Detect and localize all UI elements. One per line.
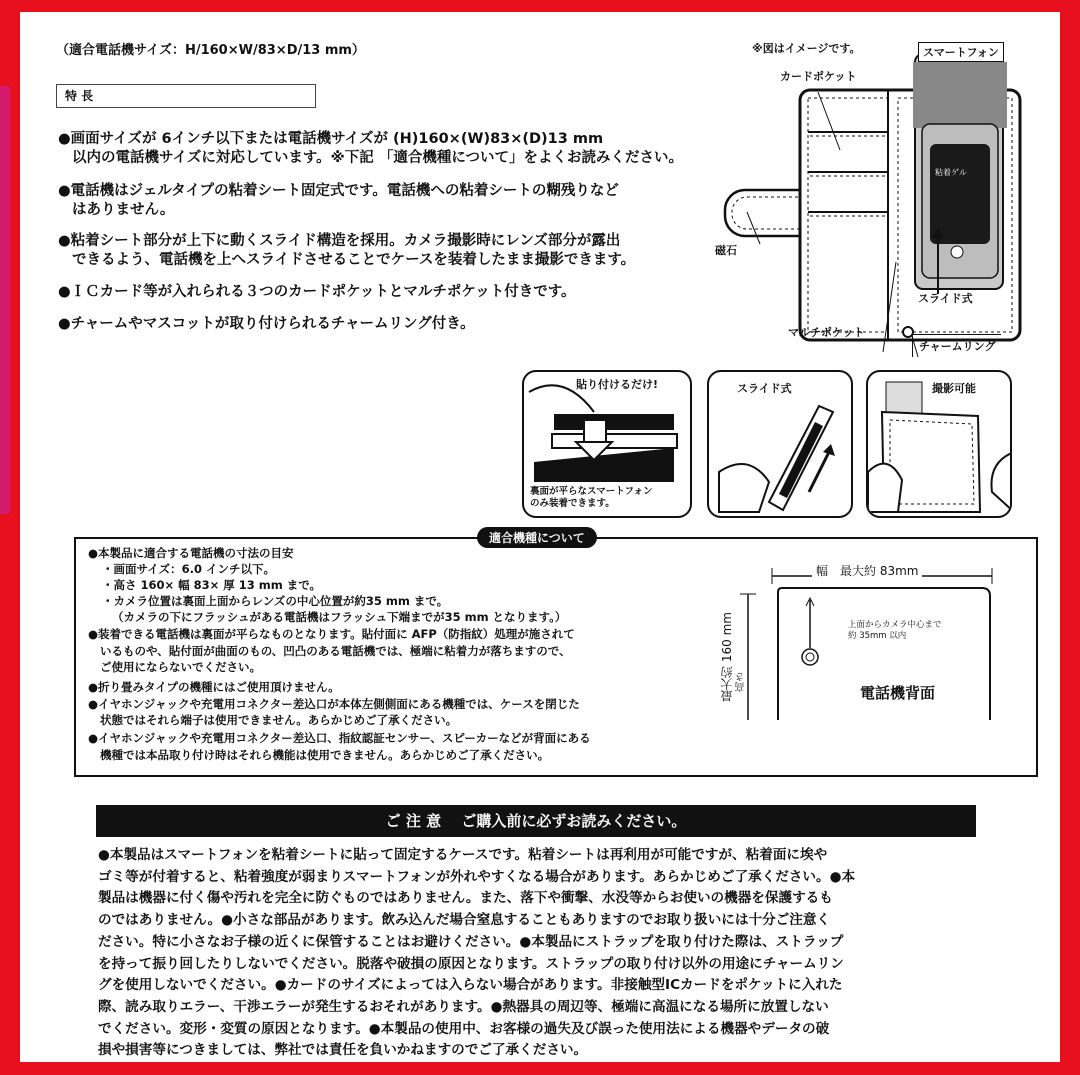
pink-edge-strip: [0, 86, 10, 514]
smartphone-label: スマートフォン: [918, 42, 1004, 62]
caution-line: でください。変形・変質の原因となります。●本製品の使用中、お客様の過失及び誤った使用法による機器やデータの破: [98, 1020, 830, 1037]
stick-note: [530, 486, 653, 510]
compat-line: ・画面サイズ：6.0 インチ以下。: [102, 562, 275, 576]
feature-line: はありません。: [72, 202, 175, 218]
compat-line: いるものや、貼付面が曲面のもの、凹凸のある電話機では、極端に粘着力が落ちますので、: [100, 644, 571, 658]
caution-body: [98, 845, 982, 1062]
camera-label: [848, 620, 942, 642]
feature-item-1: [58, 130, 718, 168]
caution-line: を持って振り回したりしないでください。脱落や破損の原因となります。ストラップの取り付け以外の用途にチャームリン: [98, 955, 844, 972]
card-pocket-label: カードポケット: [780, 70, 857, 83]
caution-title: ご 注 意 ご購入前に必ずお読みください。: [96, 805, 976, 837]
caution-line: ●本製品はスマートフォンを粘着シートに貼って固定するケースです。粘着シートは再利用が可能ですが、粘着面に埃や: [98, 847, 828, 863]
feature-item-3: [58, 232, 718, 270]
feature-line: ●画面サイズが 6インチ以下または電話機サイズが (H)160×(W)83×(D)13 mm: [58, 131, 604, 147]
image-note: ※図はイメージです。: [752, 42, 861, 55]
compat-line: ●装着できる電話機は裏面が平らなものとなります。貼付面に AFP（防指紋）処理が施されて: [88, 627, 575, 641]
multi-pocket-label: マルチポケット: [788, 326, 865, 339]
gel-label: 粘着ゲル: [935, 168, 967, 177]
photo-label: 撮影可能: [932, 382, 976, 395]
slide-label: スライド式: [918, 292, 973, 305]
height-label-line: 最大約 160 mm: [720, 612, 734, 702]
illustration-slide: [707, 370, 853, 518]
compat-line: 状態ではそれら端子は使用できません。あらかじめご了承ください。: [100, 713, 458, 727]
feature-line: 以内の電話機サイズに対応しています。※下記 「適合機種について」をよくお読みください。: [72, 150, 684, 166]
caution-line: 際、読み取りエラー、干渉エラーが発生するおそれがあります。●熱器具の周辺等、極端に高温になる場所に放置しない: [98, 998, 829, 1015]
compat-line: ●本製品に適合する電話機の寸法の目安: [88, 546, 294, 560]
width-label: 幅 最大約 83mm: [812, 562, 922, 579]
height-label-line: 高さ: [736, 672, 747, 692]
feature-line: ●ＩＣカード等が入れられる３つのカードポケットとマルチポケット付きです。: [58, 284, 576, 300]
caution-line: ださい。特に小さなお子様の近くに保管することはお避けください。●本製品にストラップを取り付けた際は、ストラップ: [98, 933, 844, 950]
feature-item-2: [58, 182, 718, 220]
charm-ring-label: チャームリング: [912, 334, 1001, 357]
compat-line: 機種では本品取り付け時はそれら機能は使用できません。あらかじめご了承ください。: [100, 748, 550, 762]
package-back-panel: [20, 12, 1060, 1062]
fit-size-text: （適合電話機サイズ：H/160×W/83×D/13 mm）: [56, 43, 365, 58]
slide-illus-label: スライド式: [737, 382, 792, 395]
compat-line: ・カメラ位置は裏面上面からレンズの中心位置が約35 mm まで。: [102, 594, 449, 608]
caution-line: グを使用しないでください。●カードのサイズによっては入らない場合があります。非接触型ICカードをポケットに入れた: [98, 977, 843, 994]
camera-label-line: 約 35mm 以内: [848, 631, 907, 641]
caution-line: ゴミ等が付着すると、粘着強度が弱まりスマートフォンが外れやすくなる場合があります。あらかじめご了承ください。●本: [98, 868, 856, 885]
feature-line: ●チャームやマスコットが取り付けられるチャームリング付き。: [58, 316, 475, 332]
caution-line: のではありません。●小さな部品があります。飲み込んだ場合窒息することもありますのでお取り扱いには十分ご注意く: [98, 912, 831, 929]
feature-item-4: [58, 283, 718, 302]
features-heading: 特 長: [65, 89, 94, 103]
camera-label-line: 上面からカメラ中心まで: [848, 620, 942, 630]
case-diagram-illustration: [710, 32, 1060, 372]
phone-back-label: 電話機背面: [860, 684, 936, 702]
caution-line: 製品は機器に付く傷や汚れを完全に防ぐものではありません。また、落下や衝撃、水没等からお使いの機器を保護するも: [98, 890, 833, 907]
illustration-photo: [866, 370, 1012, 518]
stick-note-line: 裏面が平らなスマートフォン: [530, 486, 653, 497]
compat-line: ・高さ 160× 幅 83× 厚 13 mm まで。: [102, 578, 322, 592]
height-label: [720, 612, 764, 712]
compat-line: ●イヤホンジャックや充電用コネクター差込口、指紋認証センサー、スピーカーなどが背面にある: [88, 731, 591, 745]
compat-line: ●折り畳みタイプの機種にはご使用頂けません。: [88, 680, 340, 694]
feature-line: ●粘着シート部分が上下に動くスライド構造を採用。カメラ撮影時にレンズ部分が露出: [58, 233, 621, 249]
compat-title: 適合機種について: [477, 527, 597, 548]
feature-line: ●電話機はジェルタイプの粘着シート固定式です。電話機への粘着シートの糊残りなど: [58, 183, 619, 199]
compat-line: ●イヤホンジャックや充電用コネクター差込口が本体左側側面にある機種では、ケースを閉じた: [88, 697, 580, 711]
feature-item-5: [58, 315, 718, 334]
illustration-stick: [522, 370, 692, 518]
caution-line: 損や損害等につきましては、弊社では責任を負いかねますのでご了承ください。: [98, 1042, 588, 1059]
compat-line: （カメラの下にフラッシュがある電話機はフラッシュ下端までが35 mm となります。）: [112, 610, 567, 624]
features-heading-box: [56, 84, 316, 108]
stick-label: 貼り付けるだけ!: [576, 378, 659, 391]
stick-note-line: のみ装着できます。: [530, 498, 615, 509]
magnet-label: 磁石: [715, 244, 737, 257]
compat-line: ご使用にならないでください。: [100, 660, 261, 674]
feature-line: できるよう、電話機を上へスライドさせることでケースを装着したまま撮影できます。: [72, 252, 636, 268]
